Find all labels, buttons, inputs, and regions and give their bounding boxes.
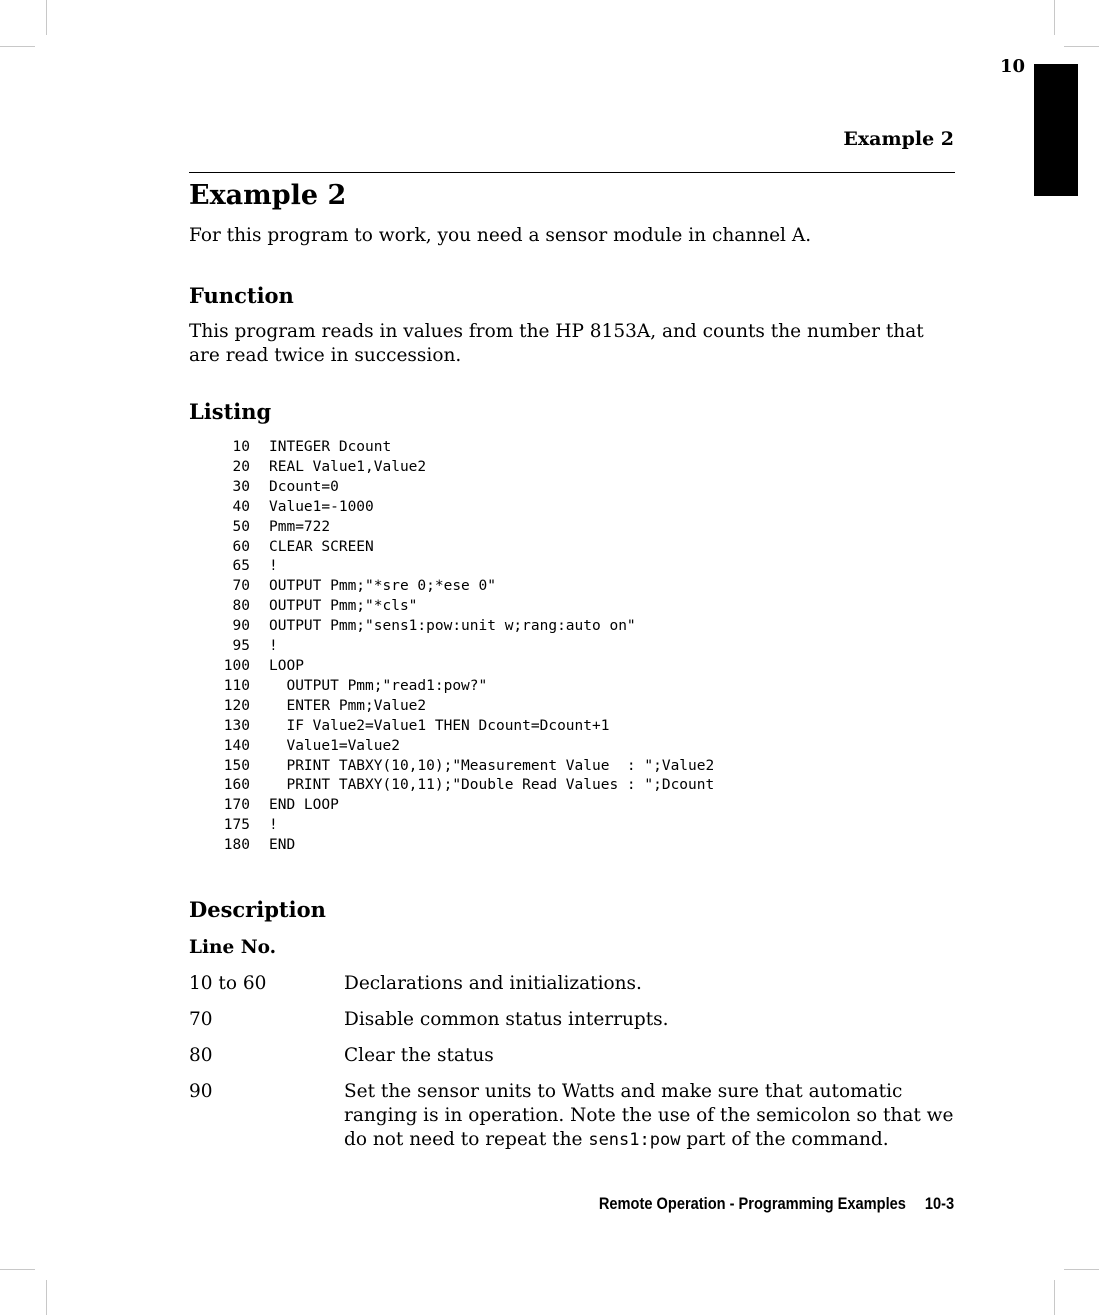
crop-mark — [46, 1280, 47, 1315]
code-statement: PRINT TABXY(10,11);"Double Read Values : ";Dcount — [269, 777, 715, 794]
code-statement: OUTPUT Pmm;"*cls" — [269, 598, 418, 615]
header-rule — [189, 172, 955, 173]
code-line — [189, 657, 955, 677]
code-line — [189, 577, 955, 597]
code-statement: INTEGER Dcount — [269, 439, 392, 455]
code-statement: Value1=Value2 — [269, 737, 400, 754]
description-text — [344, 1080, 955, 1152]
description-row — [189, 1008, 955, 1032]
code-line — [189, 478, 955, 498]
crop-mark — [46, 0, 47, 35]
code-line-number: 10 — [232, 439, 250, 455]
code-line-number: 130 — [223, 717, 250, 734]
code-statement: OUTPUT Pmm;"*sre 0;*ese 0" — [269, 578, 496, 595]
code-line — [189, 518, 955, 538]
code-statement: OUTPUT Pmm;"sens1:pow:unit w;rang:auto on" — [269, 618, 636, 635]
code-statement: PRINT TABXY(10,10);"Measurement Value : ";Value2 — [269, 757, 715, 774]
description-text: Disable common status interrupts. — [344, 1009, 669, 1031]
crop-mark — [0, 1269, 35, 1270]
code-line — [189, 557, 955, 577]
page-content — [189, 178, 955, 1152]
description-text: Declarations and initializations. — [344, 973, 642, 995]
description-table — [189, 972, 955, 1068]
code-statement: CLEAR SCREEN — [269, 538, 374, 555]
description-row — [189, 1080, 955, 1152]
code-line-number: 30 — [232, 478, 250, 495]
description-line-numbers: 10 to 60 — [189, 973, 267, 995]
code-line — [189, 438, 955, 458]
description-row — [189, 972, 955, 996]
code-line — [189, 717, 955, 737]
code-line — [189, 617, 955, 637]
code-line-number: 110 — [223, 677, 250, 694]
code-statement: OUTPUT Pmm;"read1:pow?" — [269, 677, 488, 694]
description-heading: Description — [189, 897, 326, 923]
page-number: 10-3 — [924, 1194, 954, 1213]
description-line-numbers: 70 — [189, 1009, 213, 1031]
line-no-label: Line No. — [189, 937, 277, 959]
code-statement: ENTER Pmm;Value2 — [269, 697, 427, 714]
code-line — [189, 776, 955, 796]
chapter-thumb-tab — [1034, 64, 1078, 196]
code-statement: Value1=-1000 — [269, 498, 374, 515]
code-statement: IF Value2=Value1 THEN Dcount=Dcount+1 — [269, 717, 610, 734]
code-line — [189, 796, 955, 816]
code-line — [189, 458, 955, 478]
code-line — [189, 498, 955, 518]
code-line-number: 70 — [232, 578, 250, 595]
running-head: Example 2 — [843, 128, 954, 150]
crop-mark — [1054, 0, 1055, 35]
code-line-number: 60 — [232, 538, 250, 555]
description-text-part: Set the sensor units to Watts and make sure that automatic ranging is in operation. Note the use of the semicolon so that we do not need to repeat the — [344, 1081, 954, 1151]
code-line-number: 140 — [223, 737, 250, 754]
description-text-part: part of the command. — [680, 1129, 889, 1151]
code-line-number: 175 — [223, 817, 250, 834]
code-statement: LOOP — [269, 657, 304, 674]
code-statement: ! — [269, 817, 278, 834]
code-statement: END — [269, 837, 296, 854]
code-line-number: 20 — [232, 458, 250, 475]
code-statement: ! — [269, 638, 278, 655]
inline-code: sens1:pow — [588, 1130, 681, 1151]
description-text: Clear the status — [344, 1045, 494, 1067]
code-line-number: 80 — [232, 598, 250, 615]
code-line-number: 65 — [232, 558, 250, 575]
code-listing — [189, 438, 955, 856]
listing-heading: Listing — [189, 399, 272, 424]
code-line-number: 40 — [232, 498, 250, 515]
code-statement: REAL Value1,Value2 — [269, 458, 427, 475]
code-line — [189, 597, 955, 617]
code-line — [189, 737, 955, 757]
code-line — [189, 836, 955, 856]
code-line-number: 95 — [232, 638, 250, 655]
code-line — [189, 637, 955, 657]
code-statement: Dcount=0 — [269, 478, 339, 495]
crop-mark — [0, 46, 35, 47]
crop-mark — [1064, 1269, 1099, 1270]
description-row — [189, 1044, 955, 1068]
code-line-number: 120 — [223, 697, 250, 714]
function-paragraph: This program reads in values from the HP 8153A, and counts the number that are read twice in succession. — [189, 321, 924, 366]
code-line-number: 100 — [223, 657, 250, 674]
code-statement: Pmm=722 — [269, 518, 331, 535]
intro-paragraph: For this program to work, you need a sensor module in channel A. — [189, 225, 812, 246]
code-line — [189, 538, 955, 558]
code-line-number: 160 — [223, 777, 250, 794]
code-line-number: 90 — [232, 618, 250, 635]
crop-mark — [1054, 1280, 1055, 1315]
code-statement: END LOOP — [269, 797, 339, 814]
code-line — [189, 677, 955, 697]
function-heading: Function — [189, 283, 294, 308]
code-line-number: 150 — [223, 757, 250, 774]
page-title: Example 2 — [189, 180, 347, 211]
code-statement: ! — [269, 558, 278, 575]
description-line-numbers: 80 — [189, 1045, 213, 1067]
description-line-numbers: 90 — [189, 1081, 213, 1103]
page-footer — [599, 1194, 954, 1214]
code-line-number: 170 — [223, 797, 250, 814]
crop-mark — [1064, 46, 1099, 47]
code-line-number: 180 — [223, 837, 250, 854]
chapter-number: 10 — [1000, 56, 1026, 77]
code-line-number: 50 — [232, 518, 250, 535]
code-line — [189, 816, 955, 836]
code-line — [189, 697, 955, 717]
footer-section-title: Remote Operation - Programming Examples — [598, 1194, 906, 1213]
code-line — [189, 757, 955, 777]
